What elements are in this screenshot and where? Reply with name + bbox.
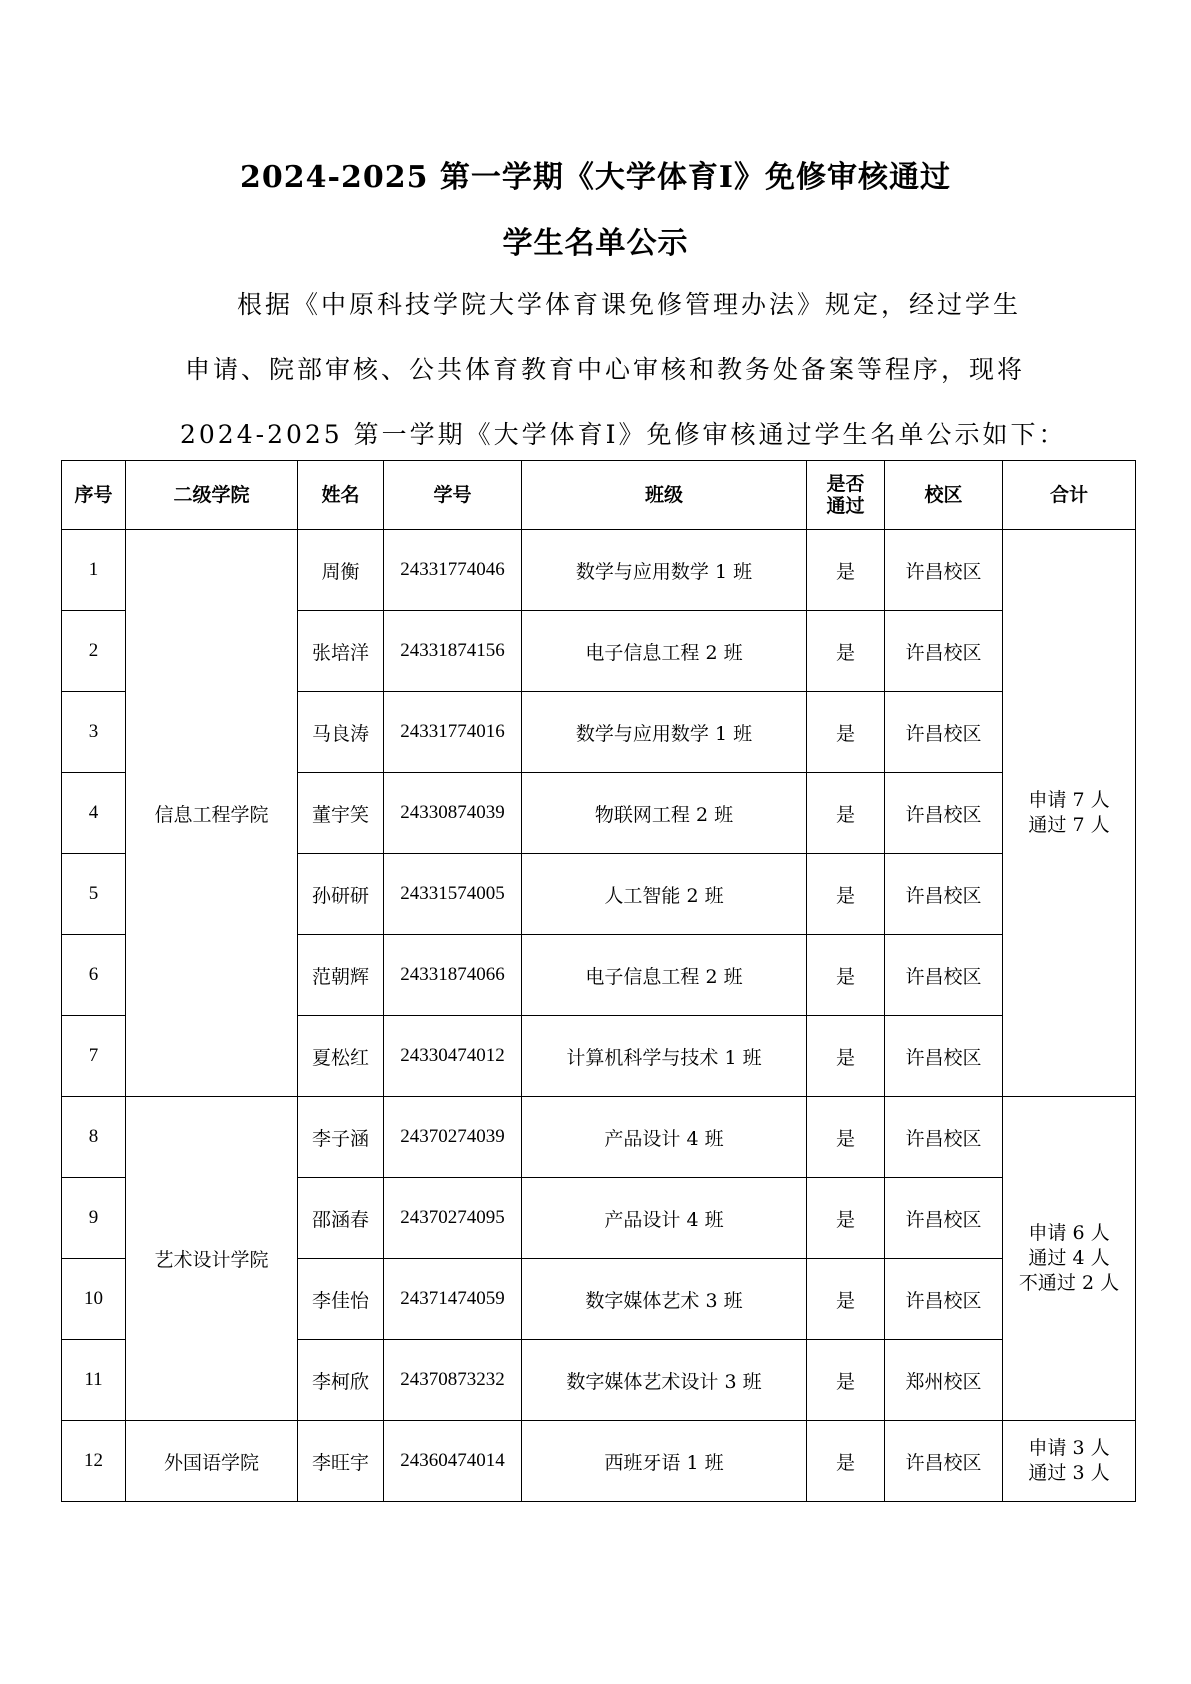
cell-passed: 是 bbox=[807, 1178, 885, 1259]
cell-class: 电子信息工程 2 班 bbox=[522, 611, 807, 692]
cell-seq: 6 bbox=[62, 935, 126, 1016]
cell-class: 数字媒体艺术 3 班 bbox=[522, 1259, 807, 1340]
cell-passed: 是 bbox=[807, 1340, 885, 1421]
header-passed-line1: 是否 bbox=[826, 473, 865, 495]
cell-class: 人工智能 2 班 bbox=[522, 854, 807, 935]
cell-campus: 许昌校区 bbox=[885, 1178, 1003, 1259]
header-name: 姓名 bbox=[298, 461, 384, 530]
document-title: 2024-2025 第一学期《大学体育Ⅰ》免修审核通过 bbox=[240, 160, 951, 195]
cell-seq: 12 bbox=[62, 1421, 126, 1502]
cell-campus: 许昌校区 bbox=[885, 1097, 1003, 1178]
header-total: 合计 bbox=[1003, 461, 1136, 530]
table-row bbox=[62, 1097, 1136, 1178]
cell-class: 产品设计 4 班 bbox=[522, 1178, 807, 1259]
table-body bbox=[62, 530, 1136, 1502]
cell-passed: 是 bbox=[807, 1421, 885, 1502]
cell-class: 产品设计 4 班 bbox=[522, 1097, 807, 1178]
cell-campus: 许昌校区 bbox=[885, 530, 1003, 611]
header-college: 二级学院 bbox=[126, 461, 298, 530]
cell-campus: 许昌校区 bbox=[885, 611, 1003, 692]
header-student-id: 学号 bbox=[384, 461, 522, 530]
cell-passed: 是 bbox=[807, 611, 885, 692]
cell-campus: 许昌校区 bbox=[885, 773, 1003, 854]
cell-student-id: 24370274039 bbox=[384, 1097, 522, 1178]
total-line: 通过 4 人 bbox=[1028, 1247, 1110, 1269]
cell-student-id: 24331874066 bbox=[384, 935, 522, 1016]
header-class: 班级 bbox=[522, 461, 807, 530]
exemption-table bbox=[61, 460, 1136, 1502]
cell-seq: 7 bbox=[62, 1016, 126, 1097]
intro-line-2: 申请、院部审核、公共体育教育中心审核和教务处备案等程序，现将 bbox=[185, 355, 1026, 384]
cell-campus: 郑州校区 bbox=[885, 1340, 1003, 1421]
cell-name: 李柯欣 bbox=[298, 1340, 384, 1421]
cell-name: 邵涵春 bbox=[298, 1178, 384, 1259]
total-line: 申请 6 人 bbox=[1028, 1222, 1110, 1244]
cell-seq: 10 bbox=[62, 1259, 126, 1340]
cell-name: 李子涵 bbox=[298, 1097, 384, 1178]
cell-name: 李旺宇 bbox=[298, 1421, 384, 1502]
cell-passed: 是 bbox=[807, 773, 885, 854]
intro-line-1: 根据《中原科技学院大学体育课免修管理办法》规定，经过学生 bbox=[237, 290, 1022, 319]
cell-college: 艺术设计学院 bbox=[126, 1097, 298, 1421]
cell-student-id: 24360474014 bbox=[384, 1421, 522, 1502]
cell-class: 西班牙语 1 班 bbox=[522, 1421, 807, 1502]
total-line: 不通过 2 人 bbox=[1018, 1272, 1120, 1294]
total-line: 申请 3 人 bbox=[1028, 1437, 1110, 1459]
cell-seq: 2 bbox=[62, 611, 126, 692]
cell-total bbox=[1003, 530, 1136, 1097]
cell-college: 信息工程学院 bbox=[126, 530, 298, 1097]
cell-class: 物联网工程 2 班 bbox=[522, 773, 807, 854]
cell-campus: 许昌校区 bbox=[885, 1259, 1003, 1340]
cell-class: 电子信息工程 2 班 bbox=[522, 935, 807, 1016]
cell-class: 数字媒体艺术设计 3 班 bbox=[522, 1340, 807, 1421]
cell-seq: 11 bbox=[62, 1340, 126, 1421]
table-row bbox=[62, 1421, 1136, 1502]
cell-student-id: 24370274095 bbox=[384, 1178, 522, 1259]
cell-student-id: 24331774016 bbox=[384, 692, 522, 773]
cell-passed: 是 bbox=[807, 692, 885, 773]
cell-passed: 是 bbox=[807, 854, 885, 935]
cell-name: 孙研研 bbox=[298, 854, 384, 935]
cell-seq: 4 bbox=[62, 773, 126, 854]
cell-campus: 许昌校区 bbox=[885, 1421, 1003, 1502]
cell-passed: 是 bbox=[807, 530, 885, 611]
cell-student-id: 24330874039 bbox=[384, 773, 522, 854]
header-campus: 校区 bbox=[885, 461, 1003, 530]
intro-line-3: 2024-2025 第一学期《大学体育Ⅰ》免修审核通过学生名单公示如下： bbox=[180, 420, 1067, 449]
cell-campus: 许昌校区 bbox=[885, 935, 1003, 1016]
cell-student-id: 24331774046 bbox=[384, 530, 522, 611]
cell-name: 李佳怡 bbox=[298, 1259, 384, 1340]
cell-passed: 是 bbox=[807, 1016, 885, 1097]
table-row bbox=[62, 530, 1136, 611]
header-passed-line2: 通过 bbox=[826, 495, 865, 517]
cell-class: 数学与应用数学 1 班 bbox=[522, 692, 807, 773]
cell-seq: 9 bbox=[62, 1178, 126, 1259]
cell-seq: 5 bbox=[62, 854, 126, 935]
cell-total bbox=[1003, 1097, 1136, 1421]
cell-class: 数学与应用数学 1 班 bbox=[522, 530, 807, 611]
cell-seq: 1 bbox=[62, 530, 126, 611]
cell-name: 周衡 bbox=[298, 530, 384, 611]
cell-campus: 许昌校区 bbox=[885, 1016, 1003, 1097]
total-line: 通过 3 人 bbox=[1028, 1462, 1110, 1484]
cell-name: 范朝辉 bbox=[298, 935, 384, 1016]
header-passed bbox=[807, 461, 885, 530]
cell-college: 外国语学院 bbox=[126, 1421, 298, 1502]
cell-student-id: 24371474059 bbox=[384, 1259, 522, 1340]
document-subtitle: 学生名单公示 bbox=[502, 226, 689, 261]
cell-class: 计算机科学与技术 1 班 bbox=[522, 1016, 807, 1097]
cell-passed: 是 bbox=[807, 1259, 885, 1340]
cell-campus: 许昌校区 bbox=[885, 854, 1003, 935]
cell-student-id: 24370873232 bbox=[384, 1340, 522, 1421]
cell-passed: 是 bbox=[807, 935, 885, 1016]
cell-total bbox=[1003, 1421, 1136, 1502]
cell-campus: 许昌校区 bbox=[885, 692, 1003, 773]
cell-name: 张培洋 bbox=[298, 611, 384, 692]
cell-student-id: 24331574005 bbox=[384, 854, 522, 935]
cell-student-id: 24330474012 bbox=[384, 1016, 522, 1097]
cell-name: 马良涛 bbox=[298, 692, 384, 773]
table-header-row bbox=[62, 461, 1136, 530]
cell-seq: 3 bbox=[62, 692, 126, 773]
cell-name: 夏松红 bbox=[298, 1016, 384, 1097]
total-line: 申请 7 人 bbox=[1028, 789, 1110, 811]
cell-passed: 是 bbox=[807, 1097, 885, 1178]
cell-student-id: 24331874156 bbox=[384, 611, 522, 692]
cell-name: 董宇笑 bbox=[298, 773, 384, 854]
cell-seq: 8 bbox=[62, 1097, 126, 1178]
total-line: 通过 7 人 bbox=[1028, 814, 1110, 836]
header-seq: 序号 bbox=[62, 461, 126, 530]
